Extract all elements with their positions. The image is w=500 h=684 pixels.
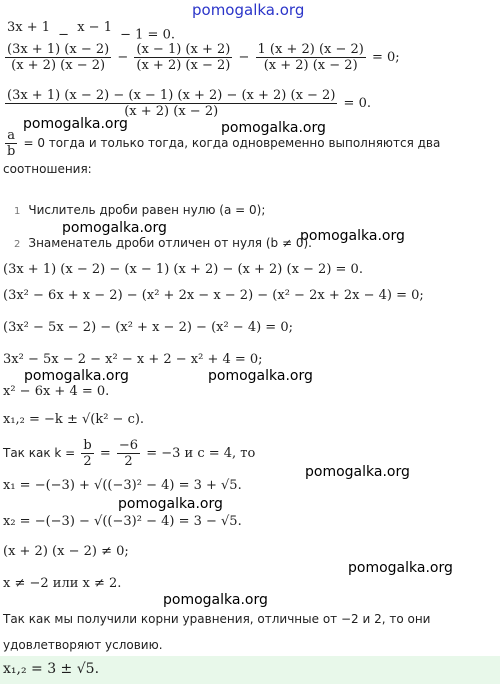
equation-line: x² − 6x + 4 = 0. bbox=[3, 384, 110, 399]
answer-text: x₁,₂ = 3 ± √5. bbox=[3, 661, 100, 677]
fraction-numerator: 1 (x + 2) (x − 2) bbox=[257, 42, 364, 57]
fraction-numerator: (x − 1) (x + 2) bbox=[136, 42, 231, 57]
equation-tail: = 0; bbox=[372, 50, 400, 65]
watermark: pomogalka.org bbox=[208, 368, 313, 384]
list-number: 2 bbox=[14, 239, 21, 250]
condition-text: = 0 тогда и только тогда, когда одновременно выполняются два bbox=[23, 136, 441, 150]
fraction-denominator: (x + 2) (x − 2) bbox=[5, 57, 111, 73]
fraction-denominator: (x + 2) (x − 2) bbox=[256, 57, 366, 73]
condition-line: $\frac{a}{b}$ = 0 тогда и только тогда, когда одновременно выполняются два bbox=[7, 128, 441, 159]
watermark: pomogalka.org bbox=[192, 1, 305, 19]
list-item-text: Знаменатель дроби отличен от нуля (b ≠ 0). bbox=[28, 236, 312, 250]
equation-line bbox=[3, 88, 371, 119]
fraction-denominator: 2 bbox=[117, 453, 140, 469]
inline-text: = −3 и c = 4, то bbox=[146, 446, 256, 461]
list-item bbox=[14, 203, 265, 217]
equation-line: 3x + 1 − x − 1 − 1 = 0. bbox=[7, 20, 175, 43]
equation-line: (x + 2) (x − 2) ≠ 0; bbox=[3, 544, 129, 559]
paragraph-text: Так как мы получили корни уравнения, отличные от −2 и 2, то они bbox=[3, 612, 431, 626]
fraction-denominator: 2 bbox=[81, 453, 93, 469]
watermark: pomogalka.org bbox=[24, 368, 129, 384]
fraction-numerator: (3x + 1) (x − 2) bbox=[7, 42, 110, 57]
equation-line: (3x + 1) (x − 2) − (x − 1) (x + 2) − (x + 2) (x − 2) = 0. bbox=[3, 262, 363, 277]
condition-text: соотношения: bbox=[3, 162, 92, 176]
watermark: pomogalka.org bbox=[305, 464, 410, 480]
watermark: pomogalka.org bbox=[348, 560, 453, 576]
watermark: pomogalka.org bbox=[163, 592, 268, 608]
watermark: pomogalka.org bbox=[300, 228, 405, 244]
watermark: pomogalka.org bbox=[221, 120, 326, 136]
paragraph-text: удовлетворяют условию. bbox=[3, 638, 163, 652]
fraction-numerator: −6 bbox=[118, 438, 139, 453]
list-number: 1 bbox=[14, 206, 21, 217]
equation-tail: = 0. bbox=[343, 96, 371, 111]
list-item bbox=[14, 236, 312, 250]
fraction-denominator: (x + 2) (x − 2) bbox=[136, 58, 231, 73]
inline-text: Так как k = bbox=[3, 446, 76, 460]
equation-line: (3x² − 5x − 2) − (x² + x − 2) − (x² − 4) = 0; bbox=[3, 320, 293, 335]
answer-row bbox=[0, 656, 500, 684]
equation-line: (3x² − 6x + x − 2) − (x² + 2x − x − 2) − (x² − 2x + 2x − 4) = 0; bbox=[3, 288, 424, 303]
equation-line: x₁ = −(−3) + √((−3)² − 4) = 3 + √5. bbox=[3, 478, 242, 493]
fraction-denominator: (x + 2) (x − 2) bbox=[5, 103, 337, 119]
equation-line: x ≠ −2 или x ≠ 2. bbox=[3, 576, 122, 591]
equation-line: 3x² − 5x − 2 − x² − x + 2 − x² + 4 = 0; bbox=[3, 352, 263, 367]
equation-line: Так как k = $\frac{b}{2}$ = $\frac{-6}{2}$ = −3 и c = 4, то bbox=[3, 438, 256, 469]
fraction-numerator: b bbox=[83, 438, 92, 453]
equation-line: $\frac{(3x + 1) (x - 2)}{(x + 2) (x - 2)}$ − $\frac{(x - 1) (x + 2)}{(x + 2) (x - 2)}$ − $\frac{1 (x + 2) (x - 2)}{(x + 2) (x - 2)}$ = 0; bbox=[7, 42, 400, 73]
equation-line: x₂ = −(−3) − √((−3)² − 4) = 3 − √5. bbox=[3, 514, 242, 529]
equation-line: x₁,₂ = −k ± √(k² − c). bbox=[3, 412, 145, 427]
fraction-numerator: (3x + 1) (x − 2) − (x − 1) (x + 2) − (x + 2) (x − 2) bbox=[7, 88, 336, 103]
watermark: pomogalka.org bbox=[62, 220, 167, 236]
list-item-text: Числитель дроби равен нулю (a = 0); bbox=[28, 203, 266, 217]
watermark: pomogalka.org bbox=[118, 496, 223, 512]
watermark: pomogalka.org bbox=[23, 116, 128, 132]
